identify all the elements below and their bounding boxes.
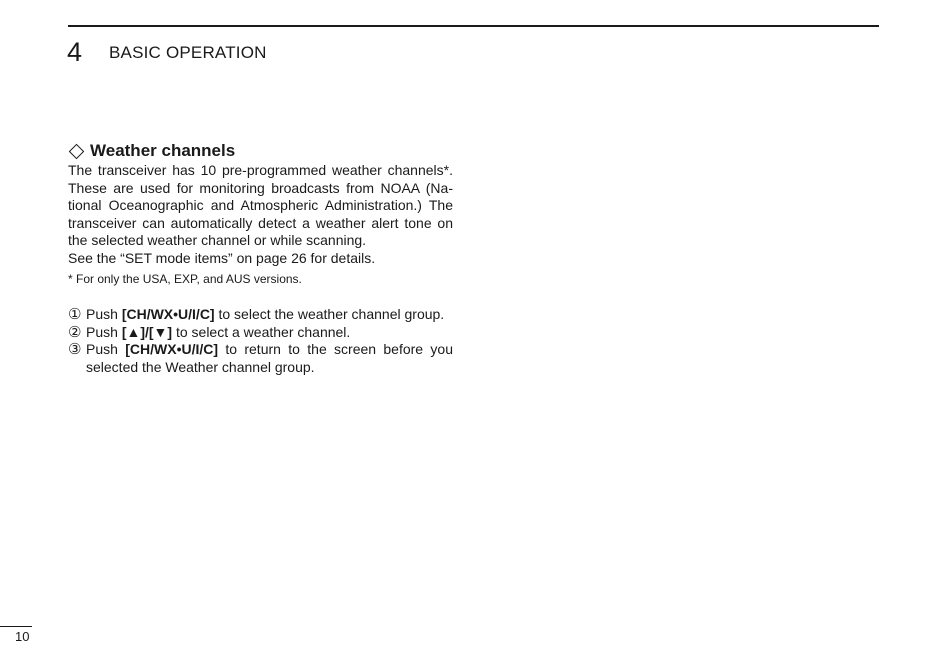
page-number: 10 xyxy=(15,629,30,644)
step-suffix: to return to the screen before you selected the Weather channel group. xyxy=(86,341,453,375)
key-label: [CH/WX•U/I/C] xyxy=(121,306,215,322)
step-item xyxy=(68,324,453,342)
section-heading-text: Weather channels xyxy=(90,141,236,160)
step-prefix: Push xyxy=(86,323,122,340)
key-label: [▲]/[▼] xyxy=(121,323,173,340)
section-heading xyxy=(68,140,453,162)
step-number: ③ xyxy=(68,341,82,358)
step-item xyxy=(68,306,453,324)
key-label: [CH/WX•U/I/C] xyxy=(125,341,219,357)
step-prefix: Push xyxy=(86,341,126,357)
main-content xyxy=(68,140,453,376)
page-number-rule xyxy=(0,626,32,627)
steps-list xyxy=(68,306,453,376)
step-suffix: to select the weather channel group. xyxy=(214,306,445,322)
step-item xyxy=(68,341,453,376)
chapter-title: BASIC OPERATION xyxy=(109,43,267,62)
step-text xyxy=(86,324,453,342)
header-rule xyxy=(68,25,879,27)
chapter-number: 4 xyxy=(67,37,83,67)
step-text xyxy=(86,341,453,376)
diamond-bullet-icon xyxy=(69,143,85,159)
step-number: ① xyxy=(68,306,82,323)
footnote: * For only the USA, EXP, and AUS versions. xyxy=(68,272,302,286)
step-suffix: to select a weather channel. xyxy=(172,323,351,340)
section-body: The transceiver has 10 pre-programmed weather channels*. These are used for monitoring broadcasts from NOAA (Na-tional Oceanographic and Atmospheric Administration.) The transceiver can automatically detect a weather alert tone on the selected weather channel or while scanning. xyxy=(68,162,453,248)
step-text xyxy=(86,306,453,324)
see-also-text: See the “SET mode items” on page 26 for details. xyxy=(68,249,376,266)
step-prefix: Push xyxy=(86,306,122,322)
step-number: ② xyxy=(68,323,82,341)
